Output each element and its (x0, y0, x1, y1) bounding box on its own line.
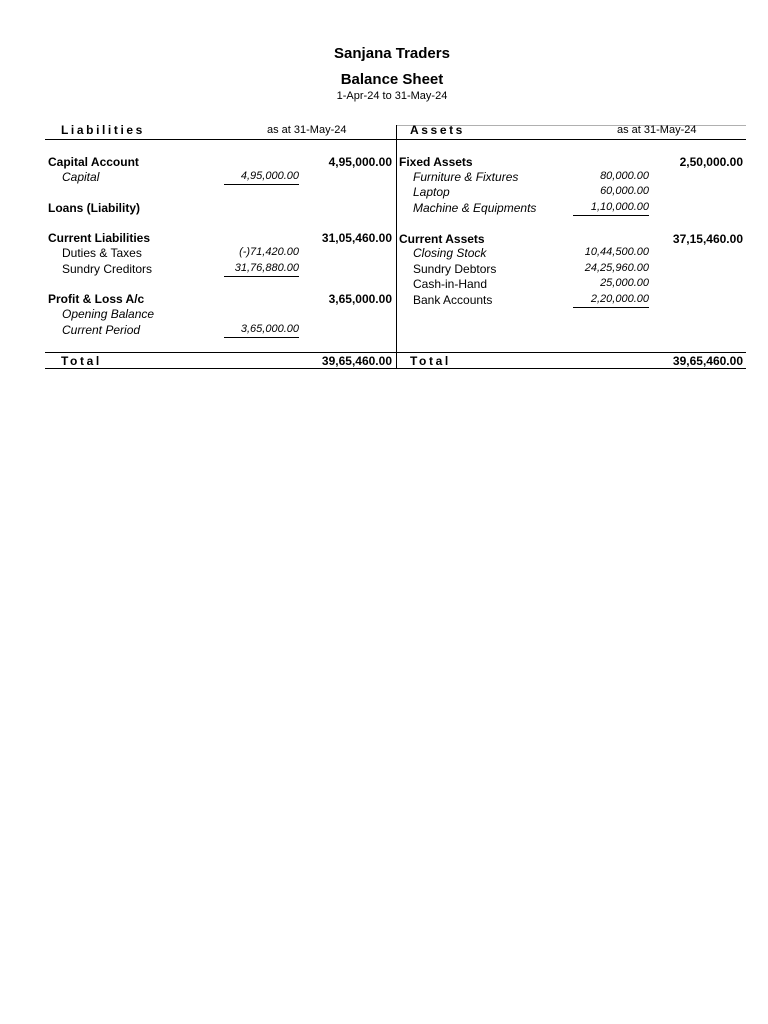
assets-total-amount: 39,65,460.00 (672, 354, 743, 368)
ledger-bank-accounts: Bank Accounts (413, 293, 493, 307)
ledger-machine-equipments: Machine & Equipments (413, 201, 537, 215)
liabilities-as-at: as at 31-May-24 (267, 124, 347, 136)
ledger-amount: 60,000.00 (600, 185, 649, 197)
ledger-laptop: Laptop (413, 185, 450, 199)
ledger-duties-taxes: Duties & Taxes (62, 246, 142, 260)
ledger-amount: 80,000.00 (600, 170, 649, 182)
ledger-current-period: Current Period (62, 323, 141, 337)
ledger-amount: 10,44,500.00 (584, 246, 649, 258)
group-fixed-assets: Fixed Assets (399, 155, 473, 169)
ledger-closing-stock: Closing Stock (413, 246, 487, 260)
liabilities-total-amount: 39,65,460.00 (321, 354, 392, 368)
assets-heading: Assets (410, 123, 465, 137)
ledger-amount: 25,000.00 (600, 277, 649, 289)
group-amount: 4,95,000.00 (328, 155, 392, 169)
ledger-amount: 2,20,000.00 (573, 293, 649, 308)
report-title: Balance Sheet (340, 71, 444, 88)
report-period: 1-Apr-24 to 31-May-24 (336, 90, 448, 102)
ledger-capital: Capital (62, 170, 100, 184)
center-divider (396, 125, 397, 369)
liabilities-total-label: Total (61, 354, 102, 368)
ledger-opening-balance: Opening Balance (62, 307, 155, 321)
ledger-sundry-creditors: Sundry Creditors (62, 262, 153, 276)
ledger-furniture-fixtures: Furniture & Fixtures (413, 170, 519, 184)
group-amount: 2,50,000.00 (679, 155, 743, 169)
liabilities-heading: Liabilities (61, 123, 145, 137)
group-amount: 3,65,000.00 (328, 292, 392, 306)
ledger-amount: 1,10,000.00 (573, 201, 649, 216)
group-current-liabilities: Current Liabilities (48, 231, 151, 245)
group-current-assets: Current Assets (399, 232, 485, 246)
assets-total-label: Total (410, 354, 451, 368)
group-amount: 37,15,460.00 (672, 232, 743, 246)
ledger-amount: 31,76,880.00 (224, 262, 299, 277)
total-bottom-rule (45, 368, 746, 369)
ledger-amount: 3,65,000.00 (224, 323, 299, 338)
group-amount: 31,05,460.00 (321, 231, 392, 245)
total-top-rule (45, 352, 746, 353)
ledger-amount: 24,25,960.00 (584, 262, 649, 274)
group-loans-liability: Loans (Liability) (48, 201, 141, 215)
company-name: Sanjana Traders (334, 45, 450, 62)
assets-as-at: as at 31-May-24 (617, 124, 697, 136)
group-profit-loss: Profit & Loss A/c (48, 292, 145, 306)
ledger-amount: 4,95,000.00 (224, 170, 299, 185)
ledger-cash-in-hand: Cash-in-Hand (413, 277, 488, 291)
ledger-amount: (-)71,420.00 (239, 246, 299, 258)
group-capital-account: Capital Account (48, 155, 139, 169)
ledger-sundry-debtors: Sundry Debtors (413, 262, 497, 276)
